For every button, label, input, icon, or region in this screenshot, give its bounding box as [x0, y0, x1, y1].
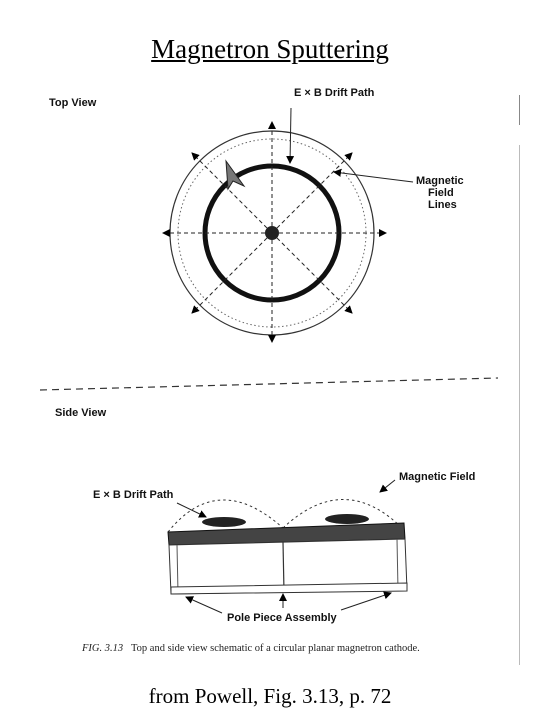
magnetic-field-lines-label: Magnetic Field Lines: [416, 175, 464, 211]
scan-edge-line-top: [519, 95, 520, 125]
top-drift-path-label: E × B Drift Path: [294, 87, 375, 99]
scan-edge-line: [519, 145, 520, 665]
field-lines-leader: [334, 172, 413, 182]
view-separator: [40, 378, 498, 390]
side-drift-leader: [177, 503, 206, 517]
side-view-label: Side View: [55, 407, 107, 419]
drift-path-leader: [290, 108, 291, 163]
slide-title: Magnetron Sputtering: [151, 34, 389, 64]
pole-piece-assembly-label: Pole Piece Assembly: [227, 612, 337, 624]
field-arc-left: [168, 500, 283, 532]
plasma-ring-right: [325, 514, 369, 524]
figure-caption-text: Top and side view schematic of a circular planar magnetron cathode.: [131, 643, 420, 654]
pole-leader-left: [186, 597, 222, 613]
figure-caption: [82, 643, 420, 654]
source-citation: from Powell, Fig. 3.13, p. 72: [148, 684, 392, 708]
top-view-label: Top View: [49, 97, 97, 109]
figure-number: FIG. 3.13: [82, 643, 124, 654]
plasma-ring-left: [202, 517, 246, 527]
side-drift-path-label: E × B Drift Path: [93, 489, 174, 501]
pole-leader-right: [341, 593, 391, 610]
side-field-leader: [380, 480, 395, 492]
magnetic-field-label: Magnetic Field: [399, 471, 476, 483]
